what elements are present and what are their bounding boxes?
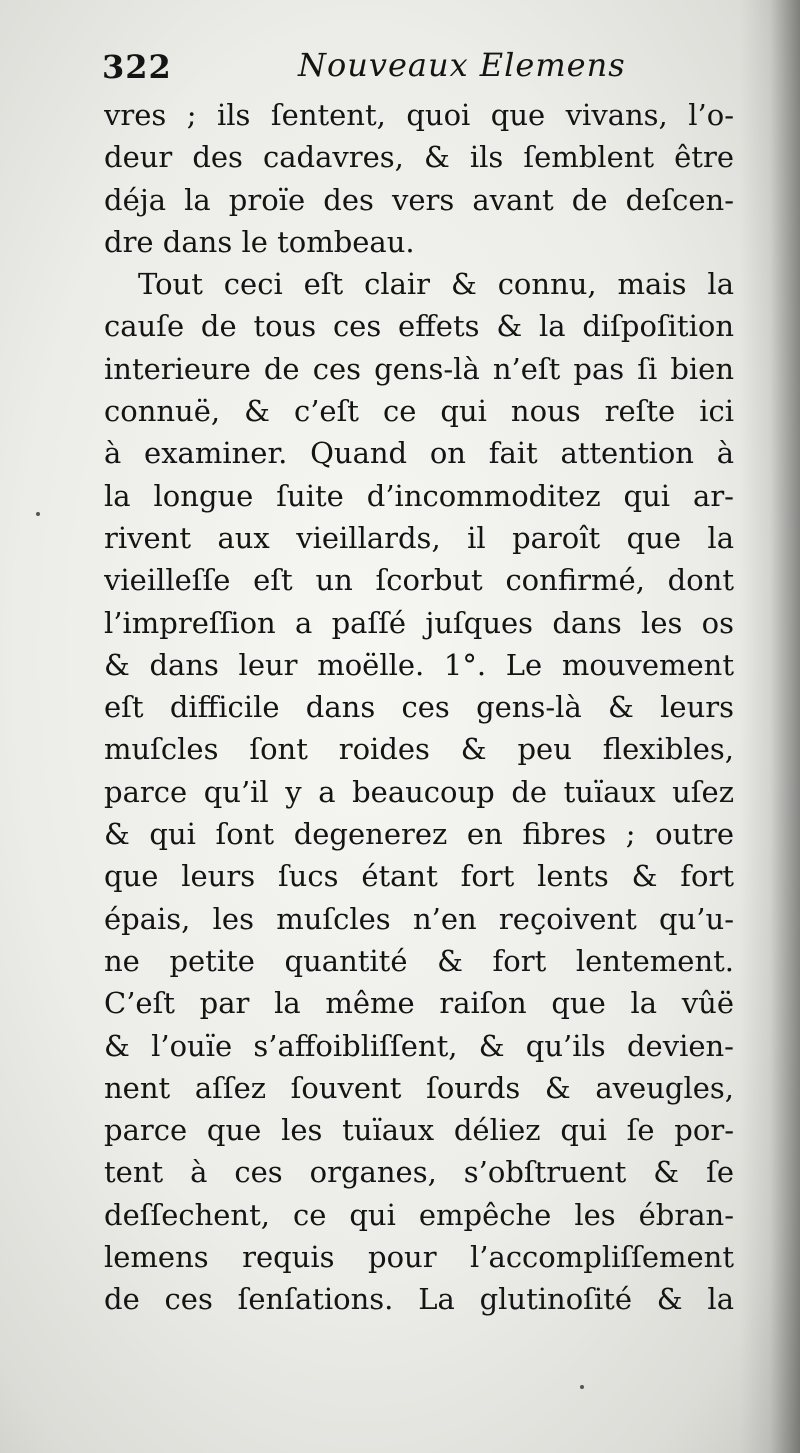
paper-speck [36, 512, 40, 516]
paragraph [104, 263, 734, 1320]
text-line: à examiner. Quand on fait attention à [104, 436, 734, 471]
body-text [104, 94, 734, 1321]
text-line: vres ; ils ſentent, quoi que vivans, l’o- [104, 98, 734, 132]
text-line: rivent aux vieillards, il paroît que la [104, 520, 734, 555]
text-line: deſſechent, ce qui empêche les ébran- [104, 1197, 734, 1232]
running-title: Nouveaux Elemens [298, 46, 626, 84]
text-line: parce que les tuïaux déliez qui ſe por- [104, 1113, 734, 1148]
text-line: la longue ſuite d’incommoditez qui ar- [104, 478, 734, 513]
text-line: eſt difficile dans ces gens-là & leurs [104, 690, 734, 725]
text-line: déja la proïe des vers avant de deſcen- [104, 182, 734, 217]
text-line: muſcles ſont roides & peu flexibles, [104, 732, 734, 767]
text-line: vieilleſſe eſt un ſcorbut confirmé, dont [104, 563, 734, 598]
text-line: que leurs ſucs étant fort lents & fort [104, 859, 734, 894]
text-line: nent aſſez ſouvent ſourds & aveugles, [104, 1070, 734, 1105]
binding-shadow [740, 0, 800, 1453]
text-line: connuë, & c’eſt ce qui nous reſte ici [104, 394, 734, 429]
text-line: de ces ſenſations. La glutinoſité & la [104, 1282, 734, 1317]
text-line: dre dans le tombeau. [104, 224, 415, 259]
text-line: deur des cadavres, & ils ſemblent être [104, 140, 734, 175]
text-line: tent à ces organes, s’obſtruent & ſe [104, 1155, 734, 1190]
text-line: lemens requis pour l’accompliſſement [104, 1240, 734, 1275]
text-line: ne petite quantité & fort lentement. [104, 943, 734, 978]
text-line: parce qu’il y a beaucoup de tuïaux uſez [104, 774, 734, 809]
page-header [102, 44, 732, 92]
text-line: l’impreſſion a paſſé juſques dans les os [104, 605, 734, 640]
text-line: & l’ouïe s’affoibliſſent, & qu’ils devien- [104, 1028, 734, 1063]
text-line: & dans leur moëlle. 1°. Le mouvement [104, 647, 734, 682]
text-line: interieure de ces gens-là n’eſt pas ſi bien [104, 351, 734, 386]
text-line: & qui ſont degenerez en fibres ; outre [104, 817, 734, 852]
text-line: épais, les muſcles n’en reçoivent qu’u- [104, 901, 734, 936]
text-line: cauſe de tous ces effets & la diſpoſition [104, 309, 734, 344]
paragraph [104, 94, 734, 263]
text-line: C’eſt par la même raiſon que la vûë [104, 986, 734, 1021]
paper-speck [580, 1385, 584, 1389]
text-line: Tout ceci eſt clair & connu, mais la [138, 267, 734, 302]
page-number: 322 [102, 48, 172, 86]
